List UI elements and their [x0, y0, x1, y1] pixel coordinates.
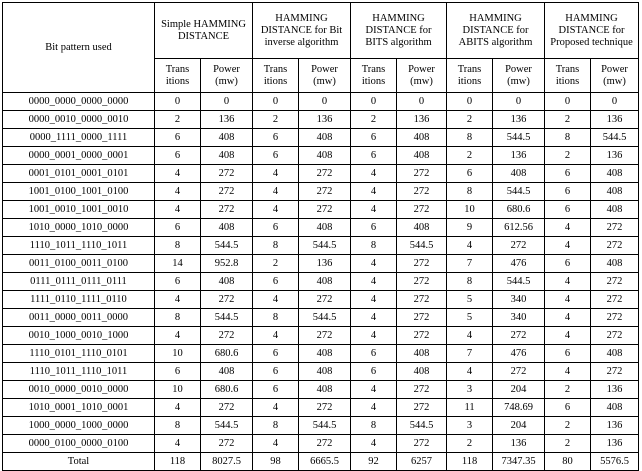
power-cell: 408: [397, 363, 447, 381]
transitions-cell: 4: [447, 327, 493, 345]
transitions-cell: 4: [253, 165, 299, 183]
power-cell: 408: [201, 147, 253, 165]
transitions-cell: 6: [253, 273, 299, 291]
total-transitions-cell: 98: [253, 453, 299, 471]
power-cell: 272: [201, 435, 253, 453]
transitions-cell: 8: [155, 237, 201, 255]
transitions-cell: 6: [545, 345, 591, 363]
transitions-cell: 4: [351, 165, 397, 183]
power-cell: 408: [591, 165, 639, 183]
transitions-subheader: Trans itions: [155, 59, 201, 93]
transitions-subheader: Trans itions: [351, 59, 397, 93]
transitions-cell: 10: [155, 381, 201, 399]
power-cell: 136: [591, 147, 639, 165]
table-row: [3, 309, 639, 327]
transitions-cell: 6: [253, 345, 299, 363]
power-cell: 408: [299, 129, 351, 147]
power-cell: 544.5: [201, 417, 253, 435]
group-header-bits: HAMMING DISTANCE for BITS algorithm: [351, 3, 447, 59]
transitions-cell: 2: [545, 111, 591, 129]
power-cell: 204: [493, 417, 545, 435]
transitions-cell: 6: [253, 147, 299, 165]
transitions-cell: 4: [545, 327, 591, 345]
power-cell: 544.5: [493, 273, 545, 291]
power-cell: 272: [299, 183, 351, 201]
power-cell: 544.5: [493, 183, 545, 201]
transitions-cell: 2: [253, 111, 299, 129]
table-row: [3, 381, 639, 399]
transitions-cell: 9: [447, 219, 493, 237]
power-cell: 136: [591, 417, 639, 435]
power-cell: 272: [397, 255, 447, 273]
power-cell: 544.5: [299, 237, 351, 255]
power-cell: 544.5: [493, 129, 545, 147]
transitions-cell: 4: [155, 291, 201, 309]
group-header-row: [3, 3, 639, 59]
power-cell: 272: [201, 201, 253, 219]
transitions-subheader: Trans itions: [447, 59, 493, 93]
power-subheader: Power (mw): [299, 59, 351, 93]
transitions-cell: 10: [447, 201, 493, 219]
transitions-cell: 8: [447, 183, 493, 201]
transitions-cell: 4: [447, 237, 493, 255]
transitions-cell: 8: [545, 129, 591, 147]
transitions-cell: 4: [155, 435, 201, 453]
power-subheader: Power (mw): [493, 59, 545, 93]
power-cell: 272: [397, 273, 447, 291]
transitions-cell: 6: [155, 147, 201, 165]
power-cell: 0: [201, 93, 253, 111]
power-subheader: Power (mw): [591, 59, 639, 93]
power-cell: 408: [397, 345, 447, 363]
transitions-cell: 6: [155, 273, 201, 291]
bit-pattern-cell: 0000_0000_0000_0000: [3, 93, 155, 111]
power-cell: 408: [591, 345, 639, 363]
table-row: [3, 327, 639, 345]
table-row: [3, 399, 639, 417]
transitions-cell: 8: [253, 237, 299, 255]
transitions-cell: 4: [351, 435, 397, 453]
bit-pattern-cell: 0011_0100_0011_0100: [3, 255, 155, 273]
power-cell: 272: [299, 399, 351, 417]
power-cell: 272: [299, 201, 351, 219]
transitions-cell: 2: [545, 435, 591, 453]
power-cell: 408: [591, 201, 639, 219]
bit-pattern-cell: 1001_0010_1001_0010: [3, 201, 155, 219]
transitions-cell: 2: [447, 435, 493, 453]
transitions-cell: 10: [155, 345, 201, 363]
transitions-cell: 6: [447, 165, 493, 183]
transitions-cell: 4: [351, 399, 397, 417]
power-subheader: Power (mw): [397, 59, 447, 93]
transitions-cell: 0: [545, 93, 591, 111]
power-cell: 272: [299, 165, 351, 183]
power-cell: 272: [397, 183, 447, 201]
group-header-bit-inverse: HAMMING DISTANCE for Bit inverse algorithm: [253, 3, 351, 59]
power-cell: 0: [397, 93, 447, 111]
table-row: [3, 291, 639, 309]
transitions-cell: 7: [447, 255, 493, 273]
transitions-cell: 4: [351, 327, 397, 345]
power-cell: 272: [397, 327, 447, 345]
transitions-cell: 6: [351, 129, 397, 147]
bit-pattern-cell: 1110_1011_1110_1011: [3, 237, 155, 255]
power-cell: 408: [201, 273, 253, 291]
total-power-cell: 8027.5: [201, 453, 253, 471]
transitions-cell: 6: [545, 183, 591, 201]
power-cell: 408: [299, 219, 351, 237]
transitions-subheader: Trans itions: [545, 59, 591, 93]
transitions-cell: 8: [253, 417, 299, 435]
power-cell: 272: [493, 327, 545, 345]
transitions-cell: 14: [155, 255, 201, 273]
power-cell: 204: [493, 381, 545, 399]
power-cell: 408: [591, 399, 639, 417]
power-cell: 272: [591, 237, 639, 255]
power-cell: 272: [493, 363, 545, 381]
group-header-proposed: HAMMING DISTANCE for Proposed technique: [545, 3, 639, 59]
transitions-cell: 4: [447, 363, 493, 381]
transitions-cell: 4: [253, 399, 299, 417]
transitions-cell: 5: [447, 291, 493, 309]
power-cell: 272: [397, 201, 447, 219]
power-cell: 408: [591, 255, 639, 273]
transitions-cell: 6: [253, 363, 299, 381]
power-cell: 272: [397, 291, 447, 309]
power-cell: 408: [299, 381, 351, 399]
power-cell: 544.5: [299, 417, 351, 435]
transitions-subheader: Trans itions: [253, 59, 299, 93]
transitions-cell: 6: [545, 399, 591, 417]
bit-pattern-cell: 1010_0000_1010_0000: [3, 219, 155, 237]
transitions-cell: 4: [351, 201, 397, 219]
power-cell: 272: [397, 399, 447, 417]
power-cell: 544.5: [591, 129, 639, 147]
power-cell: 544.5: [397, 417, 447, 435]
power-cell: 272: [397, 309, 447, 327]
transitions-cell: 8: [253, 309, 299, 327]
power-cell: 136: [591, 435, 639, 453]
transitions-cell: 4: [545, 273, 591, 291]
hamming-distance-table: [2, 2, 639, 471]
transitions-cell: 3: [447, 381, 493, 399]
power-cell: 340: [493, 291, 545, 309]
power-cell: 272: [591, 309, 639, 327]
table-row: [3, 93, 639, 111]
bit-pattern-cell: 1111_0110_1111_0110: [3, 291, 155, 309]
total-label: Total: [3, 453, 155, 471]
power-cell: 272: [591, 291, 639, 309]
power-cell: 408: [397, 129, 447, 147]
total-row: [3, 453, 639, 471]
total-power-cell: 6257: [397, 453, 447, 471]
power-cell: 0: [493, 93, 545, 111]
power-cell: 408: [299, 363, 351, 381]
power-cell: 136: [591, 111, 639, 129]
power-cell: 544.5: [201, 237, 253, 255]
table-row: [3, 183, 639, 201]
power-cell: 272: [591, 363, 639, 381]
power-cell: 136: [493, 435, 545, 453]
total-power-cell: 7347.35: [493, 453, 545, 471]
power-cell: 340: [493, 309, 545, 327]
power-cell: 272: [591, 273, 639, 291]
power-cell: 272: [299, 291, 351, 309]
bit-pattern-cell: 1001_0100_1001_0100: [3, 183, 155, 201]
power-cell: 612.56: [493, 219, 545, 237]
power-cell: 272: [299, 435, 351, 453]
bit-pattern-cell: 0010_1000_0010_1000: [3, 327, 155, 345]
group-header-abits: HAMMING DISTANCE for ABITS algorithm: [447, 3, 545, 59]
transitions-cell: 4: [253, 201, 299, 219]
power-cell: 476: [493, 345, 545, 363]
power-subheader: Power (mw): [201, 59, 253, 93]
transitions-cell: 6: [545, 165, 591, 183]
transitions-cell: 8: [447, 129, 493, 147]
transitions-cell: 6: [253, 219, 299, 237]
transitions-cell: 4: [155, 327, 201, 345]
power-cell: 544.5: [201, 309, 253, 327]
bit-pattern-cell: 0010_0000_0010_0000: [3, 381, 155, 399]
table-row: [3, 237, 639, 255]
table-row: [3, 417, 639, 435]
transitions-cell: 0: [253, 93, 299, 111]
table-row: [3, 255, 639, 273]
transitions-cell: 8: [447, 273, 493, 291]
power-cell: 136: [493, 111, 545, 129]
transitions-cell: 2: [545, 381, 591, 399]
transitions-cell: 4: [253, 291, 299, 309]
transitions-cell: 6: [155, 363, 201, 381]
transitions-cell: 4: [545, 219, 591, 237]
power-cell: 272: [201, 183, 253, 201]
power-cell: 272: [201, 165, 253, 183]
bit-pattern-cell: 0001_0101_0001_0101: [3, 165, 155, 183]
transitions-cell: 7: [447, 345, 493, 363]
transitions-cell: 4: [253, 183, 299, 201]
transitions-cell: 4: [253, 327, 299, 345]
transitions-cell: 4: [253, 435, 299, 453]
transitions-cell: 4: [155, 201, 201, 219]
transitions-cell: 6: [253, 381, 299, 399]
transitions-cell: 8: [155, 417, 201, 435]
power-cell: 272: [201, 327, 253, 345]
transitions-cell: 6: [155, 219, 201, 237]
bit-pattern-cell: 0111_0111_0111_0111: [3, 273, 155, 291]
transitions-cell: 0: [351, 93, 397, 111]
transitions-cell: 11: [447, 399, 493, 417]
transitions-cell: 4: [351, 291, 397, 309]
table-row: [3, 129, 639, 147]
pattern-column-header: Bit pattern used: [3, 3, 155, 93]
transitions-cell: 4: [545, 309, 591, 327]
transitions-cell: 0: [447, 93, 493, 111]
bit-pattern-cell: 0000_1111_0000_1111: [3, 129, 155, 147]
table-body: [3, 93, 639, 471]
power-cell: 136: [397, 111, 447, 129]
table-row: [3, 147, 639, 165]
total-transitions-cell: 92: [351, 453, 397, 471]
power-cell: 544.5: [299, 309, 351, 327]
table-row: [3, 345, 639, 363]
power-cell: 272: [493, 237, 545, 255]
total-transitions-cell: 118: [447, 453, 493, 471]
transitions-cell: 3: [447, 417, 493, 435]
power-cell: 0: [591, 93, 639, 111]
transitions-cell: 4: [155, 183, 201, 201]
total-power-cell: 6665.5: [299, 453, 351, 471]
transitions-cell: 4: [351, 381, 397, 399]
transitions-cell: 4: [351, 273, 397, 291]
power-cell: 408: [299, 345, 351, 363]
total-power-cell: 5576.5: [591, 453, 639, 471]
power-cell: 408: [201, 219, 253, 237]
power-cell: 952.8: [201, 255, 253, 273]
power-cell: 272: [397, 435, 447, 453]
transitions-cell: 2: [155, 111, 201, 129]
bit-pattern-cell: 0000_0010_0000_0010: [3, 111, 155, 129]
power-cell: 272: [201, 399, 253, 417]
power-cell: 272: [591, 219, 639, 237]
power-cell: 136: [299, 255, 351, 273]
power-cell: 408: [299, 147, 351, 165]
transitions-cell: 6: [351, 219, 397, 237]
power-cell: 136: [591, 381, 639, 399]
bit-pattern-cell: 1110_1011_1110_1011: [3, 363, 155, 381]
transitions-cell: 2: [253, 255, 299, 273]
power-cell: 748.69: [493, 399, 545, 417]
transitions-cell: 5: [447, 309, 493, 327]
power-cell: 272: [397, 381, 447, 399]
table-row: [3, 111, 639, 129]
table-row: [3, 219, 639, 237]
power-cell: 544.5: [397, 237, 447, 255]
power-cell: 272: [591, 327, 639, 345]
transitions-cell: 2: [545, 147, 591, 165]
table-row: [3, 273, 639, 291]
transitions-cell: 8: [351, 237, 397, 255]
power-cell: 408: [493, 165, 545, 183]
power-cell: 272: [299, 327, 351, 345]
transitions-cell: 8: [351, 417, 397, 435]
power-cell: 136: [299, 111, 351, 129]
transitions-cell: 2: [351, 111, 397, 129]
transitions-cell: 2: [447, 147, 493, 165]
total-transitions-cell: 118: [155, 453, 201, 471]
transitions-cell: 6: [351, 363, 397, 381]
transitions-cell: 4: [545, 291, 591, 309]
transitions-cell: 0: [155, 93, 201, 111]
transitions-cell: 6: [155, 129, 201, 147]
power-cell: 136: [493, 147, 545, 165]
transitions-cell: 6: [351, 345, 397, 363]
transitions-cell: 8: [155, 309, 201, 327]
bit-pattern-cell: 0000_0001_0000_0001: [3, 147, 155, 165]
power-cell: 0: [299, 93, 351, 111]
power-cell: 408: [591, 183, 639, 201]
power-cell: 272: [201, 291, 253, 309]
table-row: [3, 363, 639, 381]
power-cell: 408: [201, 363, 253, 381]
bit-pattern-cell: 1000_0000_1000_0000: [3, 417, 155, 435]
power-cell: 136: [201, 111, 253, 129]
group-header-simple: Simple HAMMING DISTANCE: [155, 3, 253, 59]
power-cell: 680.6: [201, 381, 253, 399]
transitions-cell: 6: [545, 201, 591, 219]
table-row: [3, 435, 639, 453]
transitions-cell: 6: [545, 255, 591, 273]
bit-pattern-cell: 1010_0001_1010_0001: [3, 399, 155, 417]
power-cell: 408: [299, 273, 351, 291]
table-row: [3, 165, 639, 183]
transitions-cell: 6: [351, 147, 397, 165]
bit-pattern-cell: 0000_0100_0000_0100: [3, 435, 155, 453]
transitions-cell: 4: [351, 255, 397, 273]
power-cell: 408: [397, 147, 447, 165]
transitions-cell: 2: [447, 111, 493, 129]
power-cell: 680.6: [201, 345, 253, 363]
transitions-cell: 4: [155, 399, 201, 417]
total-transitions-cell: 80: [545, 453, 591, 471]
power-cell: 272: [397, 165, 447, 183]
transitions-cell: 6: [253, 129, 299, 147]
bit-pattern-cell: 1110_0101_1110_0101: [3, 345, 155, 363]
bit-pattern-cell: 0011_0000_0011_0000: [3, 309, 155, 327]
transitions-cell: 4: [545, 237, 591, 255]
power-cell: 680.6: [493, 201, 545, 219]
transitions-cell: 2: [545, 417, 591, 435]
power-cell: 476: [493, 255, 545, 273]
table-row: [3, 201, 639, 219]
transitions-cell: 4: [545, 363, 591, 381]
power-cell: 408: [201, 129, 253, 147]
transitions-cell: 4: [351, 309, 397, 327]
transitions-cell: 4: [155, 165, 201, 183]
transitions-cell: 4: [351, 183, 397, 201]
power-cell: 408: [397, 219, 447, 237]
